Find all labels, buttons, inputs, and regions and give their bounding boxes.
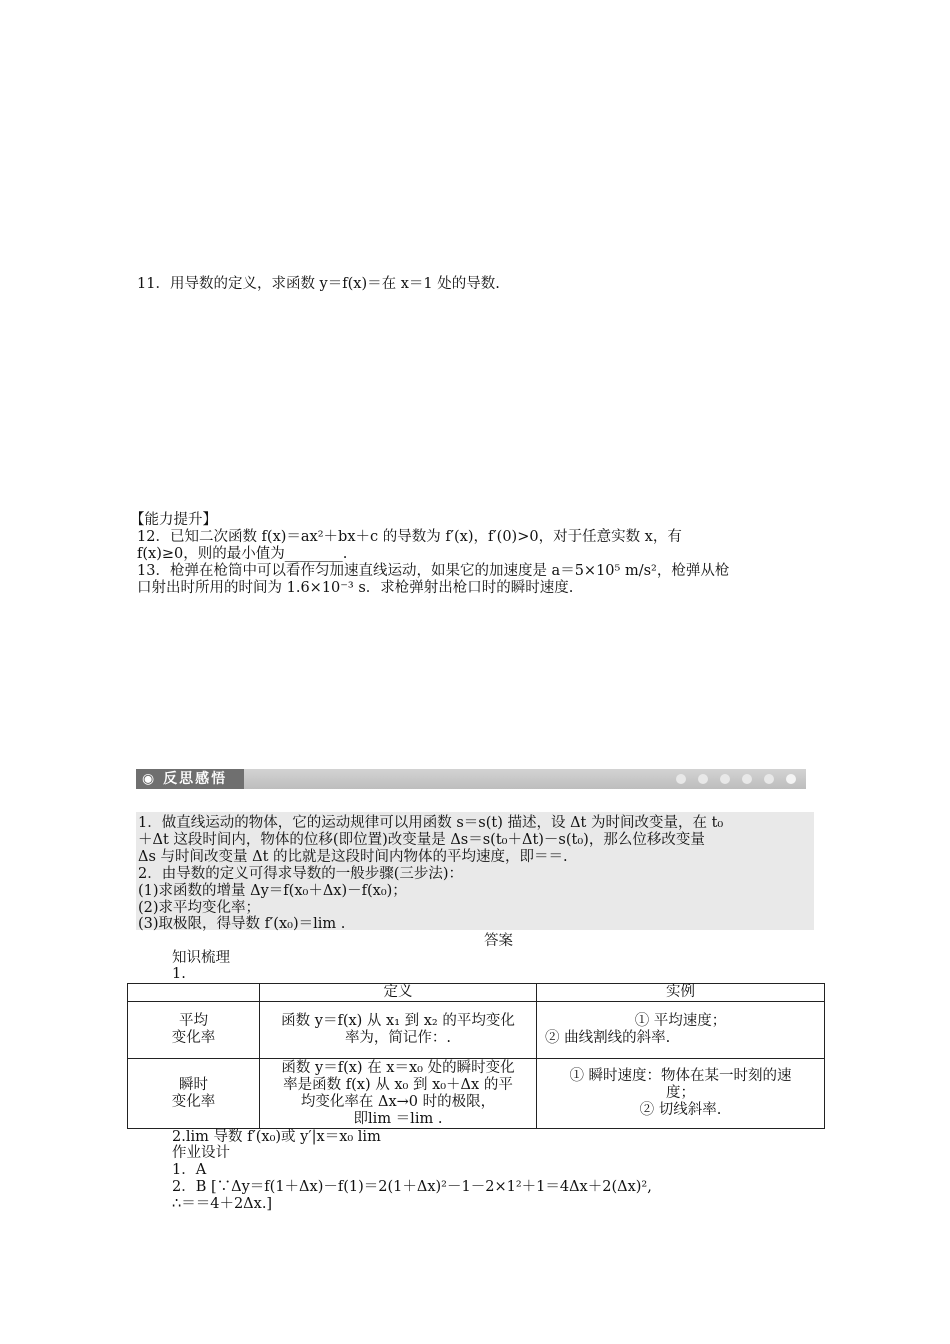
table-cell-label: 平均 变化率 — [128, 1002, 260, 1059]
homework-heading: 作业设计 — [172, 1145, 230, 1161]
homework-answer-2-line-1: 2．B [∵Δy＝f(1＋Δx)－f(1)＝2(1＋Δx)²－1－2×1²＋1＝4Δx＋2(Δx)², — [172, 1179, 652, 1195]
table-header-cell: 实例 — [537, 984, 825, 1002]
decorative-dot-icon — [698, 774, 708, 784]
question-13-line-1: 13．枪弹在枪筒中可以看作匀加速直线运动，如果它的加速度是 a＝5×10⁵ m/s²，枪弹从枪 — [137, 563, 730, 579]
question-12-line-2: f(x)≥0，则的最小值为________. — [137, 546, 348, 562]
decorative-dot-icon — [764, 774, 774, 784]
reflection-line: (3)取极限，得导数 f′(x₀)＝lim . — [138, 916, 346, 932]
reflection-title: ◉ 反思感悟 — [136, 769, 244, 789]
table-cell-label: 瞬时 变化率 — [128, 1059, 260, 1129]
reflection-body — [136, 812, 814, 930]
table-cell-definition: 函数 y＝f(x) 从 x₁ 到 x₂ 的平均变化 率为，简记作：. — [260, 1002, 537, 1059]
reflection-line: 2．由导数的定义可得求导数的一般步骤(三步法)： — [138, 866, 464, 882]
knowledge-heading: 知识梳理 — [172, 950, 230, 966]
table-header-cell: 定义 — [260, 984, 537, 1002]
question-13-line-2: 口射出时所用的时间为 1.6×10⁻³ s．求枪弹射出枪口时的瞬时速度. — [137, 580, 574, 596]
reflection-header-bar — [136, 769, 806, 789]
reflection-line: ＋Δt 这段时间内，物体的位移(即位置)改变量是 Δs＝s(t₀＋Δt)－s(t₀)，那么位移改变量 — [138, 832, 705, 848]
knowledge-table — [127, 983, 825, 1129]
table-header-cell — [128, 984, 260, 1002]
homework-answer-2-line-2: ∴＝＝4＋2Δx.] — [172, 1196, 273, 1212]
answer-item-2: 2.lim 导数 f′(x₀)或 y′|x＝x₀ lim — [172, 1129, 381, 1145]
reflection-line: (1)求函数的增量 Δy＝f(x₀＋Δx)－f(x₀)； — [138, 883, 407, 899]
decorative-dot-icon — [742, 774, 752, 784]
section-heading-ability: 【能力提升】 — [130, 512, 217, 528]
answer-item-1: 1. — [172, 966, 186, 982]
table-row — [128, 1059, 825, 1129]
table-row — [128, 1002, 825, 1059]
question-12-line-1: 12．已知二次函数 f(x)＝ax²＋bx＋c 的导数为 f′(x)，f′(0)>0，对于任意实数 x，有 — [137, 529, 682, 545]
decorative-dot-icon — [676, 774, 686, 784]
homework-answer-1: 1．A — [172, 1162, 207, 1178]
reflection-line: 1．做直线运动的物体，它的运动规律可以用函数 s＝s(t) 描述，设 Δt 为时间改变量，在 t₀ — [138, 815, 724, 831]
table-cell-example: ① 瞬时速度：物体在某一时刻的速 度； ② 切线斜率. — [537, 1059, 825, 1129]
answers-title: 答案 — [484, 933, 513, 949]
question-11: 11．用导数的定义，求函数 y＝f(x)＝在 x＝1 处的导数. — [137, 276, 500, 292]
table-cell-example: ① 平均速度； ② 曲线割线的斜率. — [537, 1002, 825, 1059]
table-cell-definition: 函数 y＝f(x) 在 x＝x₀ 处的瞬时变化 率是函数 f(x) 从 x₀ 到 x₀＋Δx 的平 均变化率在 Δx→0 时的极限， 即lim ＝lim . — [260, 1059, 537, 1129]
reflection-line: Δs 与时间改变量 Δt 的比就是这段时间内物体的平均速度，即＝＝. — [138, 849, 568, 865]
table-header-row — [128, 984, 825, 1002]
decorative-dot-icon — [720, 774, 730, 784]
reflection-line: (2)求平均变化率； — [138, 900, 261, 916]
decorative-dot-icon — [786, 774, 796, 784]
